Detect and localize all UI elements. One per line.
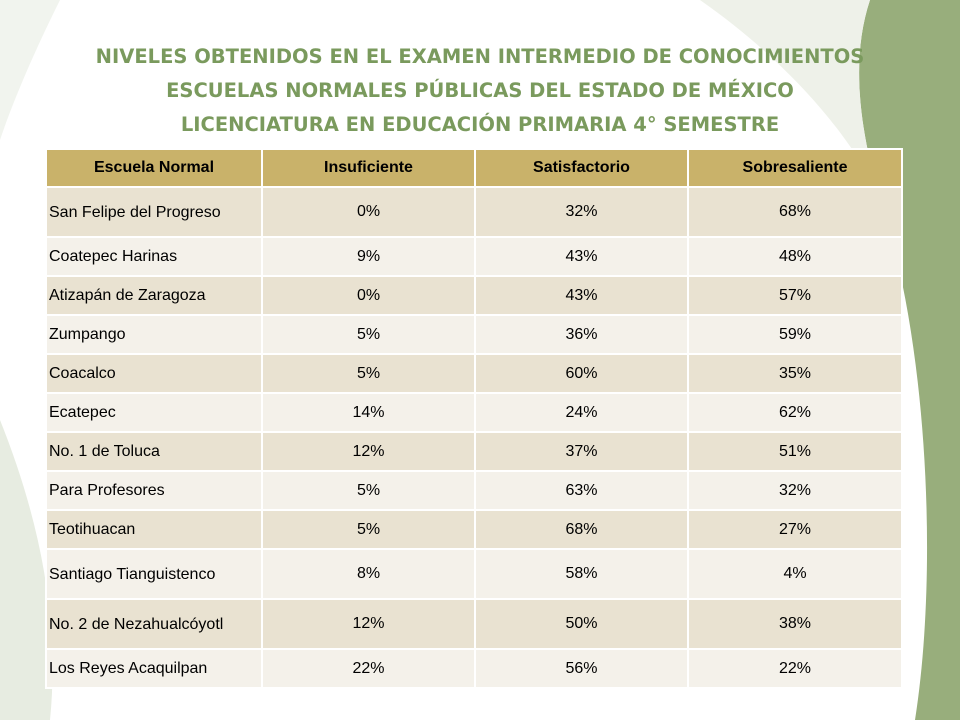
- cell-escuela: No. 2 de Nezahualcóyotl: [46, 599, 262, 649]
- cell-satisfactorio: 60%: [475, 354, 688, 393]
- cell-satisfactorio: 63%: [475, 471, 688, 510]
- results-table: [45, 148, 903, 689]
- table-row: [46, 599, 902, 649]
- cell-sobresaliente: 38%: [688, 599, 902, 649]
- table-row: [46, 432, 902, 471]
- page-title: [40, 40, 920, 142]
- cell-sobresaliente: 51%: [688, 432, 902, 471]
- cell-escuela: Atizapán de Zaragoza: [46, 276, 262, 315]
- title-line-1: NIVELES OBTENIDOS EN EL EXAMEN INTERMEDIO DE CONOCIMIENTOS: [95, 45, 865, 68]
- table-row: [46, 510, 902, 549]
- table-row: [46, 649, 902, 688]
- cell-satisfactorio: 32%: [475, 187, 688, 237]
- cell-sobresaliente: 27%: [688, 510, 902, 549]
- cell-escuela: San Felipe del Progreso: [46, 187, 262, 237]
- cell-escuela: No. 1 de Toluca: [46, 432, 262, 471]
- cell-sobresaliente: 22%: [688, 649, 902, 688]
- cell-insuficiente: 0%: [262, 187, 475, 237]
- cell-sobresaliente: 48%: [688, 237, 902, 276]
- title-line-2: ESCUELAS NORMALES PÚBLICAS DEL ESTADO DE MÉXICO: [166, 79, 794, 102]
- cell-insuficiente: 22%: [262, 649, 475, 688]
- cell-insuficiente: 5%: [262, 471, 475, 510]
- cell-insuficiente: 12%: [262, 599, 475, 649]
- cell-insuficiente: 9%: [262, 237, 475, 276]
- cell-escuela: Coatepec Harinas: [46, 237, 262, 276]
- cell-escuela: Coacalco: [46, 354, 262, 393]
- cell-insuficiente: 0%: [262, 276, 475, 315]
- cell-sobresaliente: 57%: [688, 276, 902, 315]
- cell-satisfactorio: 50%: [475, 599, 688, 649]
- title-line-3: LICENCIATURA EN EDUCACIÓN PRIMARIA 4° SEMESTRE: [180, 113, 780, 136]
- table-row: [46, 237, 902, 276]
- header-insuficiente: Insuficiente: [262, 149, 475, 187]
- table-row: [46, 187, 902, 237]
- cell-escuela: Teotihuacan: [46, 510, 262, 549]
- cell-sobresaliente: 59%: [688, 315, 902, 354]
- cell-insuficiente: 5%: [262, 315, 475, 354]
- header-sobresaliente: Sobresaliente: [688, 149, 902, 187]
- cell-escuela: Para Profesores: [46, 471, 262, 510]
- cell-insuficiente: 14%: [262, 393, 475, 432]
- cell-escuela: Ecatepec: [46, 393, 262, 432]
- cell-sobresaliente: 35%: [688, 354, 902, 393]
- cell-satisfactorio: 68%: [475, 510, 688, 549]
- cell-satisfactorio: 24%: [475, 393, 688, 432]
- cell-satisfactorio: 43%: [475, 276, 688, 315]
- cell-satisfactorio: 58%: [475, 549, 688, 599]
- cell-sobresaliente: 32%: [688, 471, 902, 510]
- table-row: [46, 315, 902, 354]
- table-row: [46, 354, 902, 393]
- cell-sobresaliente: 4%: [688, 549, 902, 599]
- table-row: [46, 549, 902, 599]
- cell-insuficiente: 8%: [262, 549, 475, 599]
- header-escuela-normal: Escuela Normal: [46, 149, 262, 187]
- cell-escuela: Los Reyes Acaquilpan: [46, 649, 262, 688]
- table-row: [46, 471, 902, 510]
- cell-satisfactorio: 37%: [475, 432, 688, 471]
- cell-insuficiente: 5%: [262, 510, 475, 549]
- cell-sobresaliente: 68%: [688, 187, 902, 237]
- table-header-row: [46, 149, 902, 187]
- cell-sobresaliente: 62%: [688, 393, 902, 432]
- table-row: [46, 393, 902, 432]
- cell-escuela: Santiago Tianguistenco: [46, 549, 262, 599]
- cell-insuficiente: 5%: [262, 354, 475, 393]
- cell-satisfactorio: 36%: [475, 315, 688, 354]
- cell-escuela: Zumpango: [46, 315, 262, 354]
- cell-insuficiente: 12%: [262, 432, 475, 471]
- table-row: [46, 276, 902, 315]
- header-satisfactorio: Satisfactorio: [475, 149, 688, 187]
- cell-satisfactorio: 56%: [475, 649, 688, 688]
- cell-satisfactorio: 43%: [475, 237, 688, 276]
